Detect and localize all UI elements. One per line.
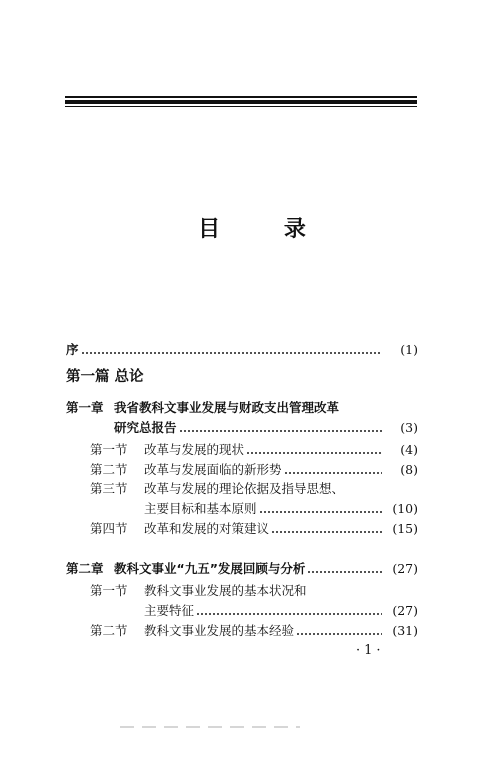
toc-entry-section[interactable] [90, 462, 418, 478]
section-page: (15) [392, 521, 418, 536]
toc-entry-section[interactable] [90, 481, 418, 497]
toc-entry-section[interactable] [90, 521, 418, 537]
leader-dots [284, 471, 382, 475]
chapter2-label: 第二章 [66, 561, 104, 576]
section-title: 改革与发展的现状 [144, 442, 245, 457]
section-title: 改革与发展的理论依据及指导思想、 [144, 481, 345, 496]
toc-entry-section-cont[interactable] [144, 501, 418, 517]
toc-entry-section-cont[interactable] [144, 603, 418, 619]
toc-entry-section[interactable] [90, 583, 418, 599]
toc-entry-chapter1[interactable] [66, 400, 339, 416]
section-title: 教科文事业发展的基本状况和 [144, 583, 307, 598]
toc-entry-chapter2[interactable] [66, 561, 418, 577]
leader-dots [307, 570, 382, 574]
chapter1-title-line2: 研究总报告 [114, 420, 177, 435]
section-title: 教科文事业发展的基本经验 [144, 623, 295, 638]
header-rule-thick [65, 100, 417, 104]
section-page: (4) [400, 442, 418, 457]
section-label: 第三节 [90, 481, 128, 496]
leader-dots [179, 429, 382, 433]
leader-dots [81, 351, 382, 355]
section-page: (10) [392, 501, 418, 516]
scan-artifact [120, 726, 300, 728]
section-page: (31) [392, 623, 418, 638]
leader-dots [196, 612, 382, 616]
section-title: 改革与发展面临的新形势 [144, 462, 282, 477]
toc-entry-preface[interactable] [66, 342, 418, 358]
leader-dots [246, 451, 382, 455]
header-rule-top [65, 96, 417, 98]
chapter1-page: (3) [400, 420, 418, 435]
page-number: ·1· [356, 643, 385, 658]
section-label: 第二节 [90, 462, 128, 477]
toc-entry-section[interactable] [90, 623, 418, 639]
leader-dots [259, 510, 382, 514]
preface-label: 序 [66, 342, 79, 357]
chapter2-title: 教科文事业“九五”发展回顾与分析 [114, 561, 306, 576]
chapter2-page: (27) [392, 561, 418, 576]
section-title: 改革和发展的对策建议 [144, 521, 270, 536]
section-page: (27) [392, 603, 418, 618]
section-label: 第二节 [90, 623, 128, 638]
section-label: 第四节 [90, 521, 128, 536]
leader-dots [271, 530, 382, 534]
section-title-line2: 主要目标和基本原则 [144, 501, 257, 516]
section-title-line2: 主要特征 [144, 603, 195, 618]
leader-dots [296, 632, 382, 636]
section-label: 第一节 [90, 583, 128, 598]
header-rule-bottom [65, 106, 417, 107]
toc-entry-section[interactable] [90, 442, 418, 458]
part-heading: 第一篇 总论 [66, 369, 144, 385]
section-page: (8) [400, 462, 418, 477]
section-label: 第一节 [90, 442, 128, 457]
toc-entry-chapter1-cont[interactable] [114, 420, 418, 436]
page-title: 目 录 [198, 217, 334, 242]
preface-page: (1) [400, 342, 418, 357]
chapter1-label: 第一章 [66, 400, 104, 415]
chapter1-title-line1: 我省教科文事业发展与财政支出管理改革 [114, 400, 340, 415]
